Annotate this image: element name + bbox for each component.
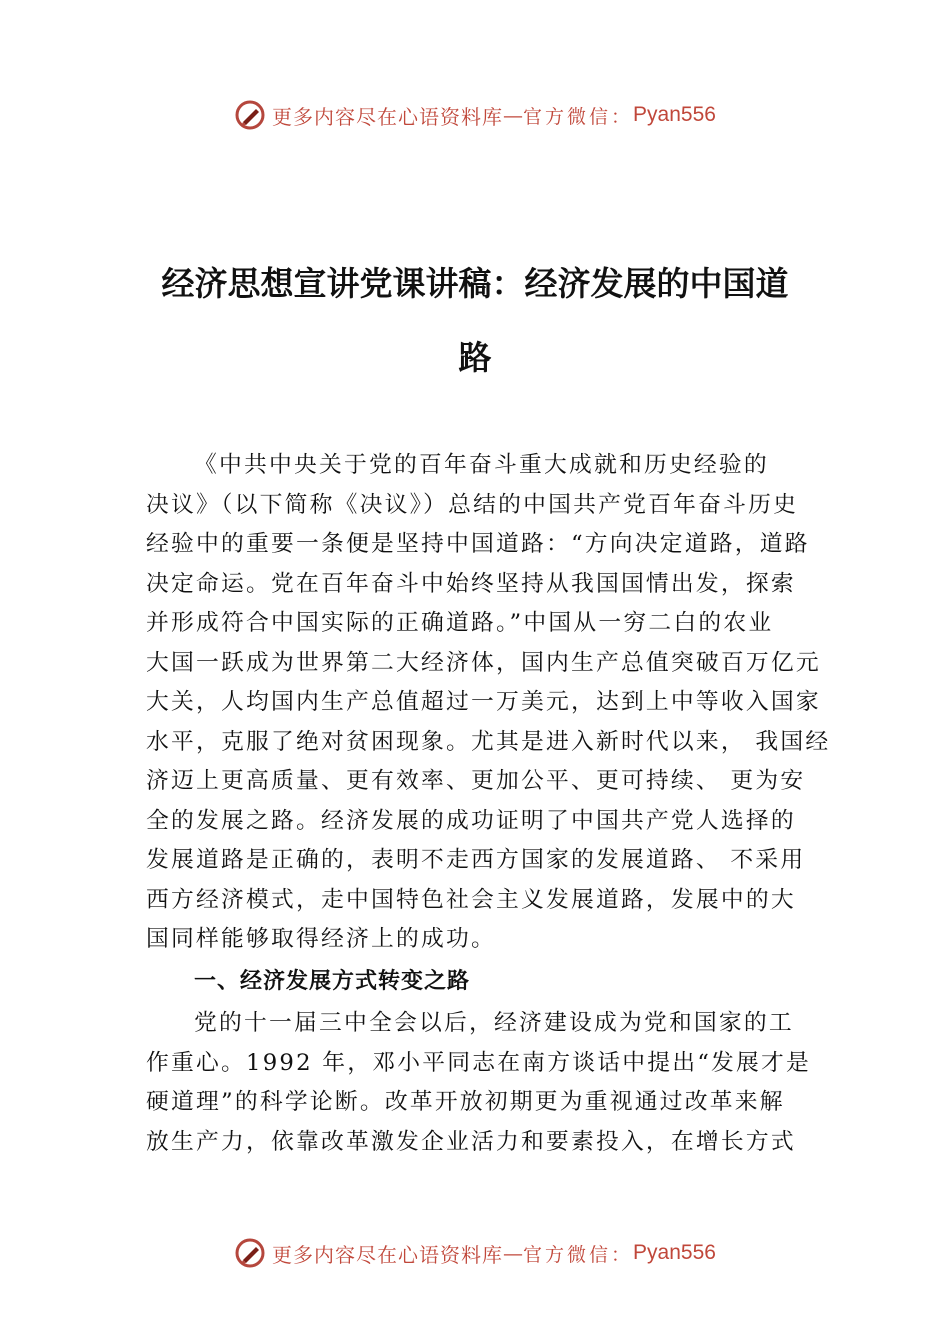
paragraph-line: 硬道理”的科学论断。改革开放初期更为重视通过改革来解 <box>146 1089 785 1115</box>
banner-wechat-label: 官方微信： <box>523 1243 634 1266</box>
paragraph-intro <box>146 446 831 960</box>
paragraph-line: 大国一跃成为世界第二大经济体，国内生产总值突破百万亿元 <box>146 649 821 676</box>
paragraph-line: 水平，克服了绝对贫困现象。尤其是进入新时代以来， 我国经 <box>146 728 831 755</box>
banner-text: 更多内容尽在心语资料库 <box>272 1242 504 1267</box>
paragraph-line: 西方经济模式，走中国特色社会主义发展道路，发展中的大 <box>146 886 796 913</box>
paragraph-line: 济迈上更高质量、更有效率、更加公平、更可持续、 更为安 <box>146 768 806 794</box>
section-heading: 一、经济发展方式转变之路 <box>194 969 471 994</box>
footer-banner <box>0 1233 950 1273</box>
pen-logo-icon <box>234 1237 266 1269</box>
paragraph-line: 决定命运。党在百年奋斗中始终坚持从我国国情出发，探索 <box>146 570 796 597</box>
banner-wechat-id: Pyan556 <box>633 1241 716 1264</box>
paragraph-section-1 <box>146 1004 818 1162</box>
paragraph-line: 全的发展之路。经济发展的成功证明了中国共产党人选择的 <box>146 807 796 834</box>
paragraph-line: 并形成符合中国实际的正确道路。”中国从一穷二白的农业 <box>146 610 774 636</box>
banner-separator: — <box>503 1241 524 1265</box>
paragraph-line: 决议》（以下简称《决议》）总结的中国共产党百年奋斗历史 <box>146 491 799 518</box>
pen-logo-icon <box>234 99 266 131</box>
header-banner <box>0 95 950 135</box>
document-title: 经济思想宣讲党课讲稿：经济发展的中国道 <box>161 264 789 303</box>
paragraph-line: 党的十一届三中全会以后，经济建设成为党和国家的工 <box>194 1010 794 1036</box>
banner-text: 更多内容尽在心语资料库 <box>272 104 504 129</box>
paragraph-line: 国同样能够取得经济上的成功。 <box>146 926 496 952</box>
paragraph-line: 放生产力，依靠改革激发企业活力和要素投入，在增长方式 <box>146 1128 796 1155</box>
document-title-continued: 路 <box>458 338 492 377</box>
paragraph-line: 发展道路是正确的，表明不走西方国家的发展道路、 不采用 <box>146 847 806 873</box>
paragraph-line: 作重心。1992 年，邓小平同志在南方谈话中提出“发展才是 <box>146 1049 812 1076</box>
banner-separator: — <box>503 103 524 127</box>
banner-wechat-id: Pyan556 <box>633 103 716 126</box>
paragraph-line: 经验中的重要一条便是坚持中国道路：“方向决定道路，道路 <box>146 531 810 557</box>
banner-wechat-label: 官方微信： <box>523 105 634 128</box>
paragraph-line: 大关，人均国内生产总值超过一万美元，达到上中等收入国家 <box>146 689 821 715</box>
paragraph-line: 《中共中央关于党的百年奋斗重大成就和历史经验的 <box>194 452 769 478</box>
